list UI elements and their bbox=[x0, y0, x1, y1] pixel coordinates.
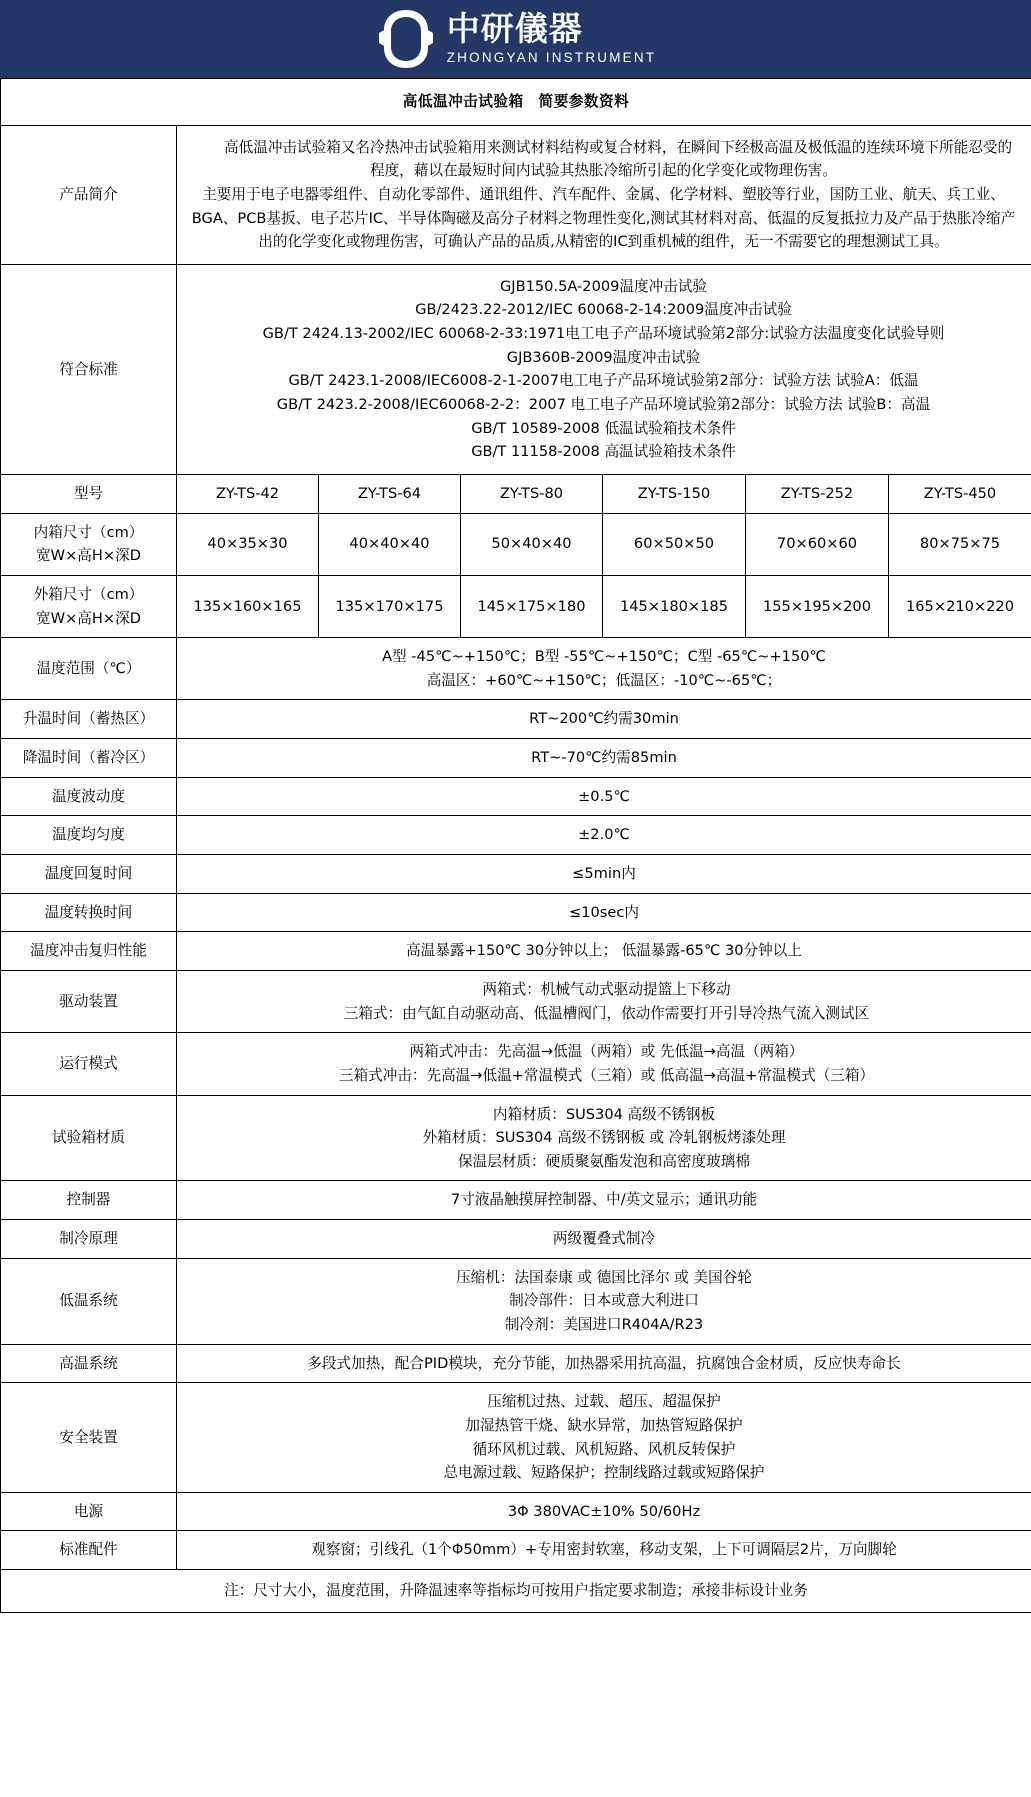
table-row-low-temp-system bbox=[1, 1258, 1031, 1344]
table-row-uniformity bbox=[1, 816, 1031, 855]
temp-range-line1: A型 -45℃~+150℃；B型 -55℃~+150℃；C型 -65℃~+150℃ bbox=[382, 648, 826, 666]
standard-item: GJB150.5A-2009温度冲击试验 bbox=[499, 277, 708, 295]
logo-text bbox=[446, 8, 657, 66]
table-row-refrigeration-principle bbox=[1, 1220, 1031, 1259]
table-row-high-temp-system bbox=[1, 1344, 1031, 1383]
brand-header bbox=[0, 0, 1031, 78]
row-label-high-temp-system: 高温系统 bbox=[1, 1344, 177, 1383]
page-title: 高低温冲击试验箱 简要参数资料 bbox=[1, 79, 1031, 126]
outer-dim-cell: 145×175×180 bbox=[461, 575, 603, 637]
mode-line1: 两箱式冲击：先高温→低温（两箱）或 先低温→高温（两箱） bbox=[409, 1043, 804, 1061]
standards-list bbox=[177, 264, 1031, 474]
row-label-uniformity: 温度均匀度 bbox=[1, 816, 177, 855]
inner-dim-cell: 60×50×50 bbox=[603, 513, 746, 575]
material-line2: 外箱材质：SUS304 高级不锈钢板 或 冷轧钢板烤漆处理 bbox=[422, 1129, 786, 1147]
standard-item: GB/T 2423.1-2008/IEC6008-2-1-2007电工电子产品环境试验第2部分：试验方法 试验A：低温 bbox=[288, 372, 919, 390]
standard-item: GB/T 2423.2-2008/IEC60068-2-2：2007 电工电子产品环境试验第2部分：试验方法 试验B：高温 bbox=[276, 396, 931, 414]
model-cell: ZY-TS-64 bbox=[319, 474, 461, 513]
table-row-outer-dimensions bbox=[1, 575, 1031, 637]
row-label-fluctuation: 温度波动度 bbox=[1, 777, 177, 816]
row-label-chamber-material: 试验箱材质 bbox=[1, 1095, 177, 1181]
table-row-temperature-range bbox=[1, 638, 1031, 700]
inner-dim-cell: 70×60×60 bbox=[746, 513, 889, 575]
table-row-fluctuation bbox=[1, 777, 1031, 816]
cooling-time-value: RT~-70℃约需85min bbox=[177, 739, 1031, 778]
standard-accessories-value: 观察窗；引线孔（1个Φ50mm）+专用密封软塞，移动支架，上下可调隔层2片，万向脚轮 bbox=[177, 1531, 1031, 1570]
outer-dim-label-line1: 外箱尺寸（cm） bbox=[33, 585, 144, 603]
footer-note: 注：尺寸大小，温度范围，升降温速率等指标均可按用户指定要求制造；承接非标设计业务 bbox=[1, 1570, 1031, 1613]
row-label-standard-accessories: 标准配件 bbox=[1, 1531, 177, 1570]
switch-time-value: ≤10sec内 bbox=[177, 893, 1031, 932]
inner-dim-cell: 50×40×40 bbox=[461, 513, 603, 575]
safety-line2: 加湿热管干烧、缺水异常，加热管短路保护 bbox=[465, 1416, 743, 1434]
drive-device-value bbox=[177, 970, 1031, 1032]
logo-english-name: ZHONGYAN INSTRUMENT bbox=[446, 49, 657, 65]
row-label-heating-time: 升温时间（蓄热区） bbox=[1, 700, 177, 739]
recovery-time-value: ≤5min内 bbox=[177, 855, 1031, 894]
row-label-intro: 产品简介 bbox=[1, 125, 177, 264]
drive-line1: 两箱式：机械气动式驱动提篮上下移动 bbox=[482, 980, 731, 998]
standard-item: GB/2423.22-2012/IEC 60068-2-14:2009温度冲击试验 bbox=[415, 301, 792, 319]
lowtemp-line3: 制冷剂：美国进口R404A/R23 bbox=[504, 1315, 704, 1333]
standard-item: GJB360B-2009温度冲击试验 bbox=[506, 348, 701, 366]
row-label-safety-device: 安全装置 bbox=[1, 1383, 177, 1493]
intro-content bbox=[177, 125, 1031, 264]
row-label-low-temp-system: 低温系统 bbox=[1, 1258, 177, 1344]
model-cell: ZY-TS-80 bbox=[461, 474, 603, 513]
chamber-material-value bbox=[177, 1095, 1031, 1181]
outer-dim-cell: 135×170×175 bbox=[319, 575, 461, 637]
inner-dim-label-line1: 内箱尺寸（cm） bbox=[33, 523, 144, 541]
material-line1: 内箱材质：SUS304 高级不锈钢板 bbox=[492, 1105, 716, 1123]
table-row-switch-time bbox=[1, 893, 1031, 932]
model-cell: ZY-TS-450 bbox=[889, 474, 1031, 513]
row-label-standards: 符合标准 bbox=[1, 264, 177, 474]
row-label-inner-dimensions bbox=[1, 513, 177, 575]
uniformity-value: ±2.0℃ bbox=[177, 816, 1031, 855]
operation-mode-value bbox=[177, 1033, 1031, 1095]
inner-dim-cell: 80×75×75 bbox=[889, 513, 1031, 575]
controller-value: 7寸液晶触摸屏控制器、中/英文显示；通讯功能 bbox=[177, 1181, 1031, 1220]
mode-line2: 三箱式冲击：先高温→低温+常温模式（三箱）或 低高温→高温+常温模式（三箱） bbox=[338, 1066, 875, 1084]
table-row-recovery-time bbox=[1, 855, 1031, 894]
safety-line1: 压缩机过热、过载、超压、超温保护 bbox=[487, 1393, 721, 1411]
high-temp-system-value: 多段式加热，配合PID模块，充分节能，加热器采用抗高温，抗腐蚀合金材质，反应快寿命长 bbox=[177, 1344, 1031, 1383]
table-row-title bbox=[1, 79, 1031, 126]
standard-item: GB/T 10589-2008 低温试验箱技术条件 bbox=[471, 419, 736, 437]
table-row-safety-device bbox=[1, 1383, 1031, 1493]
standard-item: GB/T 11158-2008 高温试验箱技术条件 bbox=[471, 443, 736, 461]
row-label-operation-mode: 运行模式 bbox=[1, 1033, 177, 1095]
low-temp-system-value bbox=[177, 1258, 1031, 1344]
row-label-power-supply: 电源 bbox=[1, 1492, 177, 1531]
table-row-chamber-material bbox=[1, 1095, 1031, 1181]
refrigeration-principle-value: 两级覆叠式制冷 bbox=[177, 1220, 1031, 1259]
row-label-refrigeration-principle: 制冷原理 bbox=[1, 1220, 177, 1259]
table-row-controller bbox=[1, 1181, 1031, 1220]
inner-dim-label-line2: 宽W×高H×深D bbox=[36, 547, 141, 565]
lowtemp-line2: 制冷部件：日本或意大利进口 bbox=[509, 1292, 699, 1310]
row-label-recovery-time: 温度回复时间 bbox=[1, 855, 177, 894]
model-cell: ZY-TS-252 bbox=[746, 474, 889, 513]
outer-dim-label-line2: 宽W×高H×深D bbox=[36, 609, 141, 627]
drive-line2: 三箱式：由气缸自动驱动高、低温槽阀门，依动作需要打开引导冷热气流入测试区 bbox=[343, 1004, 870, 1022]
material-line3: 保温层材质：硬质聚氨酯发泡和高密度玻璃棉 bbox=[458, 1152, 750, 1170]
row-label-temperature-range: 温度范围（℃） bbox=[1, 638, 177, 700]
row-label-controller: 控制器 bbox=[1, 1181, 177, 1220]
row-label-outer-dimensions bbox=[1, 575, 177, 637]
table-row-operation-mode bbox=[1, 1033, 1031, 1095]
outer-dim-cell: 155×195×200 bbox=[746, 575, 889, 637]
fluctuation-value: ±0.5℃ bbox=[177, 777, 1031, 816]
logo-chinese-name: 中研儀器 bbox=[446, 8, 583, 48]
svg-text:ZY: ZY bbox=[393, 29, 418, 50]
row-label-cooling-time: 降温时间（蓄冷区） bbox=[1, 739, 177, 778]
safety-line4: 总电源过载、短路保护；控制线路过载或短路保护 bbox=[443, 1464, 765, 1482]
table-row-standard-accessories bbox=[1, 1531, 1031, 1570]
table-row-drive-device bbox=[1, 970, 1031, 1032]
power-supply-value: 3Φ 380VAC±10% 50/60Hz bbox=[177, 1492, 1031, 1531]
inner-dim-cell: 40×35×30 bbox=[177, 513, 319, 575]
zhongyan-logo-icon bbox=[375, 8, 437, 70]
intro-paragraph-2: 主要用于电子电器零组件、自动化零部件、通讯组件、汽车配件、金属、化学材料、塑胶等行业，国防工业、航天、兵工业、BGA、PCB基扳、电子芯片IC、半导体陶磁及高分子材料之物理性变化,测试其材料对高、低温的反复抵拉力及产品于热胀冷缩产出的化学变化或物理伤害，可确认产品的品质,从精密的IC到重机械的组件，无一不需要它的理想测试工具。 bbox=[191, 185, 1016, 251]
logo bbox=[375, 8, 657, 70]
table-row-power-supply bbox=[1, 1492, 1031, 1531]
table-row-standards bbox=[1, 264, 1031, 474]
specification-table bbox=[0, 78, 1031, 1613]
outer-dim-cell: 135×160×165 bbox=[177, 575, 319, 637]
row-label-switch-time: 温度转换时间 bbox=[1, 893, 177, 932]
table-row-cooling-time bbox=[1, 739, 1031, 778]
model-cell: ZY-TS-42 bbox=[177, 474, 319, 513]
inner-dim-cell: 40×40×40 bbox=[319, 513, 461, 575]
table-row-model bbox=[1, 474, 1031, 513]
table-row-inner-dimensions bbox=[1, 513, 1031, 575]
temp-range-line2: 高温区：+60℃~+150℃；低温区：-10℃~-65℃； bbox=[426, 671, 782, 689]
outer-dim-cell: 145×180×185 bbox=[603, 575, 746, 637]
lowtemp-line1: 压缩机：法国泰康 或 德国比泽尔 或 美国谷轮 bbox=[456, 1268, 752, 1286]
table-row-intro bbox=[1, 125, 1031, 264]
safety-line3: 循环风机过载、风机短路、风机反转保护 bbox=[472, 1440, 736, 1458]
intro-paragraph-1: 高低温冲击试验箱又名冷热冲击试验箱用来测试材料结构或复合材料，在瞬间下经极高温及极低温的连续环境下所能忍受的程度，藉以在最短时间内试验其热胀冷缩所引起的化学变化或物理伤害。 bbox=[224, 138, 1013, 180]
temperature-range-value bbox=[177, 638, 1031, 700]
row-label-model: 型号 bbox=[1, 474, 177, 513]
shock-recovery-value: 高温暴露+150℃ 30分钟以上； 低温暴露-65℃ 30分钟以上 bbox=[177, 932, 1031, 971]
table-row-heating-time bbox=[1, 700, 1031, 739]
standard-item: GB/T 2424.13-2002/IEC 60068-2-33:1971电工电子产品环境试验第2部分:试验方法温度变化试验导则 bbox=[262, 325, 945, 343]
safety-device-value bbox=[177, 1383, 1031, 1493]
model-cell: ZY-TS-150 bbox=[603, 474, 746, 513]
table-row-footer-note bbox=[1, 1570, 1031, 1613]
row-label-drive-device: 驱动装置 bbox=[1, 970, 177, 1032]
table-row-shock-recovery bbox=[1, 932, 1031, 971]
row-label-shock-recovery: 温度冲击复归性能 bbox=[1, 932, 177, 971]
heating-time-value: RT~200℃约需30min bbox=[177, 700, 1031, 739]
outer-dim-cell: 165×210×220 bbox=[889, 575, 1031, 637]
